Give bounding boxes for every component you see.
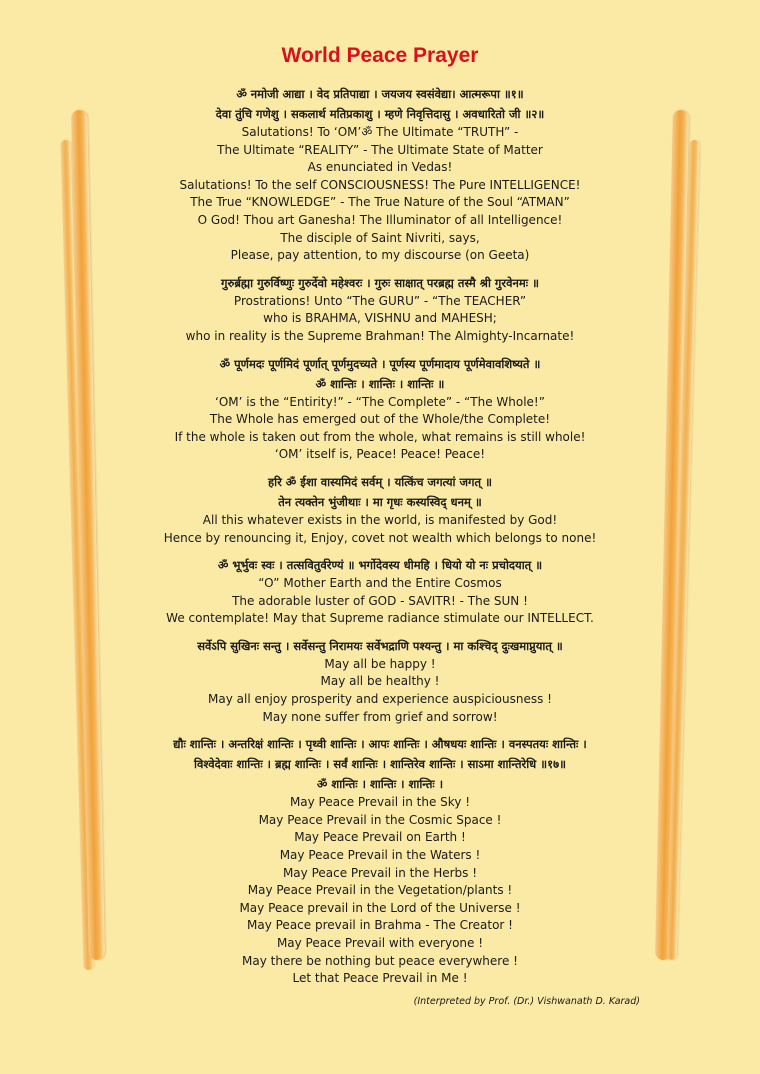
english-line: Hence by renouncing it, Enjoy, covet not wealth which belongs to none! [163, 530, 597, 545]
english-line: The Whole has emerged out of the Whole/the Complete! [209, 412, 551, 427]
english-line: The Ultimate “REALITY” - The Ultimate State of Matter [217, 142, 543, 157]
english-line: May none suffer from grief and sorrow! [262, 709, 498, 724]
interpreter-credit: (Interpreted by Prof. (Dr.) Vishwanath D. Karad) [413, 995, 640, 1007]
english-line: Please, pay attention, to my discourse (on Geeta) [230, 248, 530, 263]
english-line: May Peace prevail in Brahma - The Creator ! [247, 918, 513, 933]
verse-block [100, 84, 660, 265]
english-line: May Peace Prevail with everyone ! [276, 936, 484, 950]
sanskrit-line: ॐ नमोजी आद्या । वेद प्रतिपाद्या । जयजय स्वसंवेद्या। आत्मरूपा ॥१॥ [236, 87, 524, 101]
english-line: Prostrations! Unto “The GURU” - “The TEACHER” [233, 293, 527, 308]
verse-block [100, 555, 660, 628]
english-line: Salutations! To ‘OM’ॐ The Ultimate “TRUTH” - [241, 125, 519, 139]
sanskrit-line: विश्वेदेवाः शान्तिः । ब्रह्म शान्तिः । सर्वं शान्तिः । शान्तिरेव शान्तिः । साऽमा शान्तिरेधि ॥१७॥ [194, 757, 566, 772]
english-line: Let that Peace Prevail in Me ! [292, 971, 468, 986]
english-line: May Peace Prevail in the Cosmic Space ! [258, 812, 502, 827]
english-line: ‘OM’ itself is, Peace! Peace! Peace! [274, 447, 486, 462]
english-line: May Peace prevail in the Lord of the Universe ! [239, 900, 521, 915]
sanskrit-line: देवा तुंचि गणेशु । सकलार्थ मतिप्रकाशु । म्हणे निवृत्तिदासु । अवधारितो जी ॥२॥ [215, 107, 545, 121]
sanskrit-line: ॐ शान्तिः । शान्तिः । शान्तिः ॥ [315, 376, 445, 391]
sanskrit-line: द्यौः शान्तिः । अन्तरिक्षं शान्तिः । पृथ्वी शान्तिः । आपः शान्तिः । औषधयः शान्तिः । वनस्पतयः शान्तिः । [173, 737, 587, 752]
verse-list [100, 84, 660, 988]
sanskrit-line: ॐ पूर्णमदः पूर्णमिदं पूर्णात् पूर्णमुदच्यते । पूर्णस्य पूर्णमादाय पूर्णमेवावशिष्यते ॥ [219, 356, 541, 371]
english-line: May all be happy ! [324, 656, 436, 671]
english-line: who is BRAHMA, VISHNU and MAHESH; [263, 311, 497, 326]
english-line: May Peace Prevail in the Sky ! [289, 795, 471, 810]
english-line: May there be nothing but peace everywhere ! [242, 953, 518, 968]
english-line: The True “KNOWLEDGE” - The True Nature of the Soul “ATMAN” [190, 195, 570, 210]
prayer-content [100, 40, 660, 1007]
english-line: If the whole is taken out from the whole, what remains is still whole! [174, 429, 586, 444]
sanskrit-line: हरि ॐ ईशा वास्यमिदं सर्वम् । यत्किंच जगत्यां जगत् ॥ [268, 474, 492, 489]
english-line: ‘OM’ is the “Entirity!” - “The Complete” - “The Whole!” [215, 394, 545, 409]
english-line: As enunciated in Vedas! [307, 160, 453, 175]
english-line: May Peace Prevail in the Herbs ! [282, 865, 478, 880]
english-line: O God! Thou art Ganesha! The Illuminator of all Intelligence! [197, 212, 563, 227]
english-line: May Peace Prevail in the Waters ! [279, 848, 481, 863]
sanskrit-line: तेन त्यक्तेन भुंजीथाः । मा गृधः कस्यस्विद् धनम् ॥ [278, 494, 482, 509]
verse-block [100, 472, 660, 547]
english-line: We contemplate! May that Supreme radiance stimulate our INTELLECT. [166, 611, 594, 626]
english-line: May Peace Prevail in the Vegetation/plants ! [247, 883, 513, 898]
sanskrit-line: ॐ शान्तिः । शान्तिः । शान्तिः । [316, 777, 444, 792]
verse-block [100, 734, 660, 988]
sanskrit-line: गुरुर्ब्रह्मा गुरुर्विष्णुः गुरुर्देवो महेश्वरः । गुरुः साक्षात् परब्रह्म तस्मै श्री गुरवेनमः ॥ [221, 275, 539, 290]
sanskrit-line: ॐ भूर्भुवः स्वः । तत्सवितुर्वरेण्यं ॥ भर्गोदेवस्य धीमहि । धियो यो नः प्रचोदयात् ॥ [217, 558, 543, 573]
verse-block [100, 273, 660, 346]
english-line: All this whatever exists in the world, is manifested by God! [202, 512, 558, 527]
english-line: May all be healthy ! [320, 674, 440, 689]
english-line: “O” Mother Earth and the Entire Cosmos [258, 576, 502, 591]
verse-block [100, 354, 660, 464]
english-line: May Peace Prevail on Earth ! [294, 830, 466, 845]
verse-block [100, 636, 660, 726]
english-line: The disciple of Saint Nivriti, says, [280, 230, 480, 245]
english-line: The adorable luster of GOD - SAVITR! - The SUN ! [232, 593, 528, 608]
english-line: Salutations! To the self CONSCIOUSNESS! The Pure INTELLIGENCE! [179, 177, 581, 192]
english-line: May all enjoy prosperity and experience auspiciousness ! [208, 692, 552, 707]
sanskrit-line: सर्वेऽपि सुखिनः सन्तु । सर्वेसन्तु निरामयः सर्वेभद्राणि पश्यन्तु । मा कश्चिद् दुःखमाप्नुयात् ॥ [197, 638, 563, 653]
english-line: who in reality is the Supreme Brahman! The Almighty-Incarnate! [185, 328, 575, 343]
page-title: World Peace Prayer [281, 44, 479, 67]
